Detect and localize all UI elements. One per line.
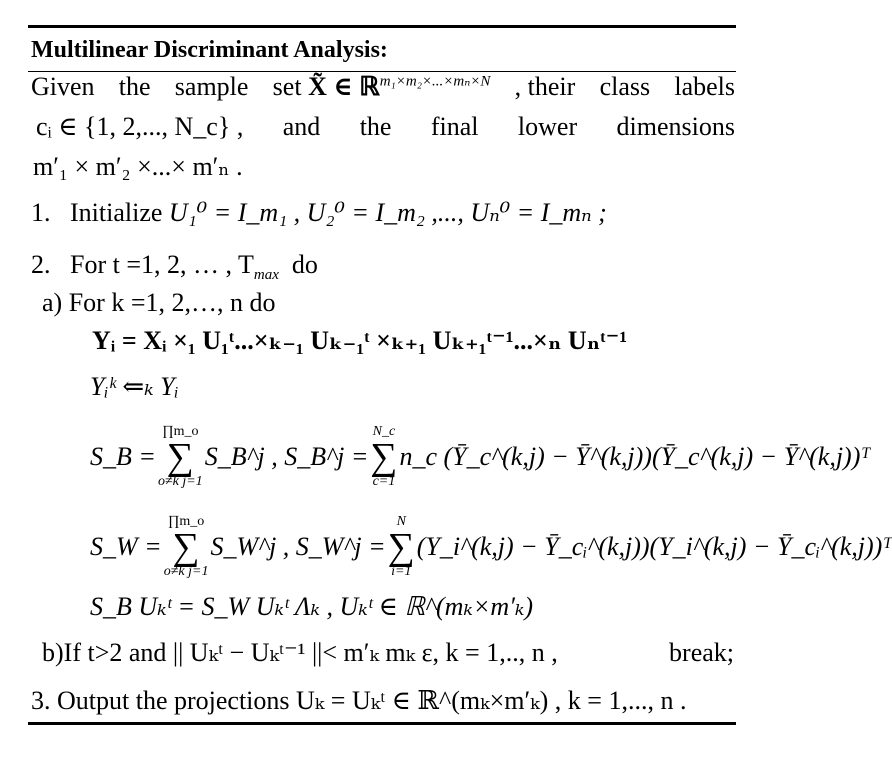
label-set-expression: cᵢ ∈ {1, 2,..., N_c} ,	[36, 112, 244, 141]
bottom-rule	[28, 722, 736, 725]
top-rule	[28, 25, 736, 28]
word-their: , their	[514, 72, 576, 101]
word-the: the	[118, 72, 151, 101]
step-1-number: 1.	[31, 198, 51, 227]
equation-Y: Yᵢ = Xᵢ ×₁ U₁ᵗ...×ₖ₋₁ Uₖ₋₁ᵗ ×ₖ₊₁ Uₖ₊₁ᵗ⁻¹...×ₙ Uₙᵗ⁻¹	[92, 326, 628, 355]
final-dimensions: m′₁ × m′₂ ×...× m′ₙ .	[33, 152, 243, 181]
step-2a: a) For k =1, 2,…, n do	[42, 288, 276, 317]
equation-Yk: Yᵢᵏ ⇐ₖ Yᵢ	[90, 372, 179, 401]
step-2-max-subscript: max	[253, 267, 279, 284]
SW-inner-sum: N ∑ i=1	[387, 514, 415, 579]
word-class: class	[599, 72, 651, 101]
step-2-do: do	[291, 250, 318, 279]
step-1-label: Initialize	[70, 198, 163, 227]
SB-mid: S_B^j , S_B^j =	[204, 442, 369, 471]
SW-rhs: (Y_i^(k,j) − Ȳ_cᵢ^(k,j))(Y_i^(k,j) − Ȳ_cᵢ^(k,j))ᵀ	[416, 532, 892, 561]
word-and: and	[282, 112, 321, 141]
step-1	[31, 198, 607, 228]
word-given: Given	[31, 72, 95, 101]
word-labels: labels	[674, 72, 735, 101]
equation-SW	[90, 515, 892, 579]
SW-outer-sum: ∏m_o ∑ o≠k j=1	[163, 514, 209, 579]
word-sample: sample	[174, 72, 249, 101]
word-dimensions: dimensions	[616, 112, 735, 141]
equation-eigen: S_B Uₖᵗ = S_W Uₖᵗ Λₖ , Uₖᵗ ∈ ℝ^(mₖ×m′ₖ)	[90, 592, 534, 621]
step-3: 3. Output the projections Uₖ = Uₖᵗ ∈ ℝ^(mₖ×m′ₖ) , k = 1,..., n .	[31, 686, 687, 715]
word-the-2: the	[359, 112, 392, 141]
algorithm-title: Multilinear Discriminant Analysis:	[31, 37, 388, 63]
step-2	[31, 250, 318, 284]
SB-lhs: S_B =	[90, 442, 156, 471]
SW-mid: S_W^j , S_W^j =	[210, 532, 386, 561]
SW-lhs: S_W =	[90, 532, 162, 561]
step-1-init-expression: U₁⁰ = I_m₁ , U₂⁰ = I_m₂ ,..., Uₙ⁰ = I_mₙ ;	[168, 198, 607, 227]
word-lower: lower	[517, 112, 578, 141]
step-2b-break: break;	[669, 638, 734, 667]
equation-SB	[90, 425, 870, 489]
labels-line	[36, 112, 735, 142]
step-2-number: 2.	[31, 250, 51, 279]
SB-outer-sum: ∏m_o ∑ o≠k j=1	[157, 424, 203, 489]
SB-rhs: n_c (Ȳ_c^(k,j) − Ȳ^(k,j))(Ȳ_c^(k,j) − Ȳ^(k,j))ᵀ	[399, 442, 871, 471]
set-expression: set X̃ ∈ ℝ$^{m_1\times m_2\times...\times m_n\times N}$	[272, 72, 491, 101]
SB-inner-sum: N_c ∑ c=1	[370, 424, 398, 489]
step-2b-condition: b)If t>2 and || Uₖᵗ − Uₖᵗ⁻¹ ||< m′ₖ mₖ ε, k = 1,.., n ,	[42, 638, 558, 667]
step-2b	[42, 638, 734, 668]
given-line	[31, 72, 735, 102]
word-final: final	[430, 112, 479, 141]
step-2-label: For t =1, 2, … , T	[70, 250, 254, 279]
